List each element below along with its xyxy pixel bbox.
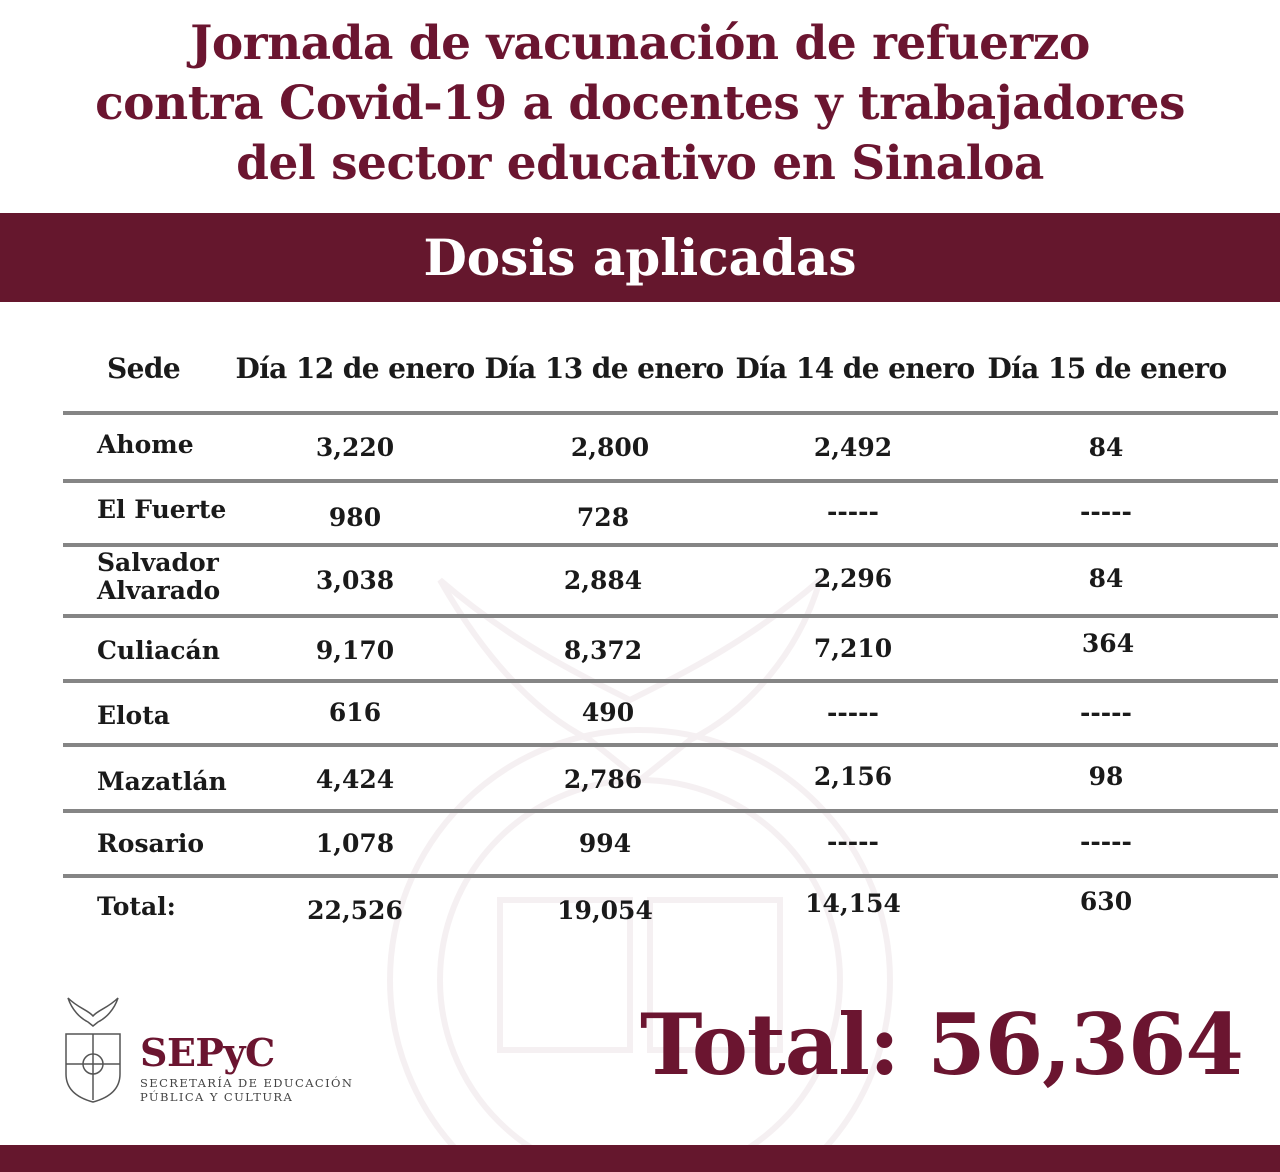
header-dia-13: Día 13 de enero [484, 352, 724, 385]
row-el-fuerte-sede: El Fuerte [97, 495, 227, 524]
dosis-banner [0, 213, 1280, 302]
sepyc-subtitle-line-1: SECRETARÍA DE EDUCACIÓN [140, 1076, 354, 1090]
row-el-fuerte-d12: 980 [328, 503, 382, 532]
row-mazatlan-d13: 2,786 [563, 765, 643, 794]
header-sede: Sede [107, 352, 181, 385]
table-rule [63, 479, 1278, 483]
row-el-fuerte-d15: ----- [1080, 497, 1132, 526]
row-total-d15: 630 [1079, 887, 1133, 916]
sede-line-2: Alvarado [97, 576, 221, 605]
table-rule [63, 743, 1278, 747]
row-el-fuerte-d13: 728 [576, 503, 630, 532]
row-salvador-alvarado-d12: 3,038 [315, 566, 395, 595]
row-elota-d14: ----- [827, 698, 879, 727]
row-mazatlan-d14: 2,156 [813, 762, 893, 791]
row-mazatlan-d12: 4,424 [315, 765, 395, 794]
row-salvador-alvarado-d15: 84 [1088, 564, 1124, 593]
row-salvador-alvarado-d14: 2,296 [813, 564, 893, 593]
row-mazatlan-sede: Mazatlán [97, 767, 227, 796]
row-elota-d15: ----- [1080, 698, 1132, 727]
table-rule [63, 874, 1278, 878]
row-ahome-d12: 3,220 [315, 433, 395, 462]
row-rosario-d14: ----- [827, 827, 879, 856]
row-ahome-sede: Ahome [97, 430, 194, 459]
header-dia-15: Día 15 de enero [987, 352, 1227, 385]
sede-line-1: Salvador [97, 548, 219, 577]
row-rosario-sede: Rosario [97, 829, 205, 858]
title-line-1: Jornada de vacunación de refuerzo [190, 16, 1090, 71]
table-rule [63, 809, 1278, 813]
table-rule [63, 614, 1278, 618]
row-ahome-d14: 2,492 [813, 433, 893, 462]
table-rule [63, 543, 1278, 547]
row-ahome-d13: 2,800 [570, 433, 650, 462]
row-ahome-d15: 84 [1088, 433, 1124, 462]
row-elota-d12: 616 [328, 698, 382, 727]
row-total-d14: 14,154 [805, 889, 901, 918]
row-el-fuerte-d14: ----- [827, 497, 879, 526]
header-dia-14: Día 14 de enero [735, 352, 975, 385]
row-culiacan-d13: 8,372 [563, 636, 643, 665]
row-salvador-alvarado-d13: 2,884 [563, 566, 643, 595]
page-title [0, 14, 1280, 194]
table-rule [63, 679, 1278, 683]
row-elota-d13: 490 [581, 698, 635, 727]
row-elota-sede: Elota [97, 701, 170, 730]
header-dia-12: Día 12 de enero [235, 352, 475, 385]
table-rule [63, 411, 1278, 415]
row-culiacan-d12: 9,170 [315, 636, 395, 665]
bottom-bar [0, 1145, 1280, 1172]
title-line-2: contra Covid-19 a docentes y trabajadores [95, 76, 1185, 131]
banner-label: Dosis aplicadas [423, 228, 857, 287]
sepyc-brand: SEPyC [140, 1030, 275, 1075]
row-rosario-d15: ----- [1080, 827, 1132, 856]
row-culiacan-d15: 364 [1081, 629, 1135, 658]
grand-total: Total: 56,364 [640, 995, 1243, 1094]
row-total-d12: 22,526 [307, 896, 403, 925]
row-rosario-d12: 1,078 [315, 829, 395, 858]
row-salvador-alvarado-sede [97, 549, 220, 605]
row-rosario-d13: 994 [578, 829, 632, 858]
row-culiacan-d14: 7,210 [813, 634, 893, 663]
title-line-3: del sector educativo en Sinaloa [236, 136, 1044, 191]
row-culiacan-sede: Culiacán [97, 636, 220, 665]
row-mazatlan-d15: 98 [1088, 762, 1124, 791]
sepyc-subtitle-line-2: PÚBLICA Y CULTURA [140, 1090, 294, 1104]
sinaloa-coat-of-arms-icon [58, 990, 128, 1105]
row-total-d13: 19,054 [557, 896, 653, 925]
row-total-label: Total: [97, 892, 176, 921]
